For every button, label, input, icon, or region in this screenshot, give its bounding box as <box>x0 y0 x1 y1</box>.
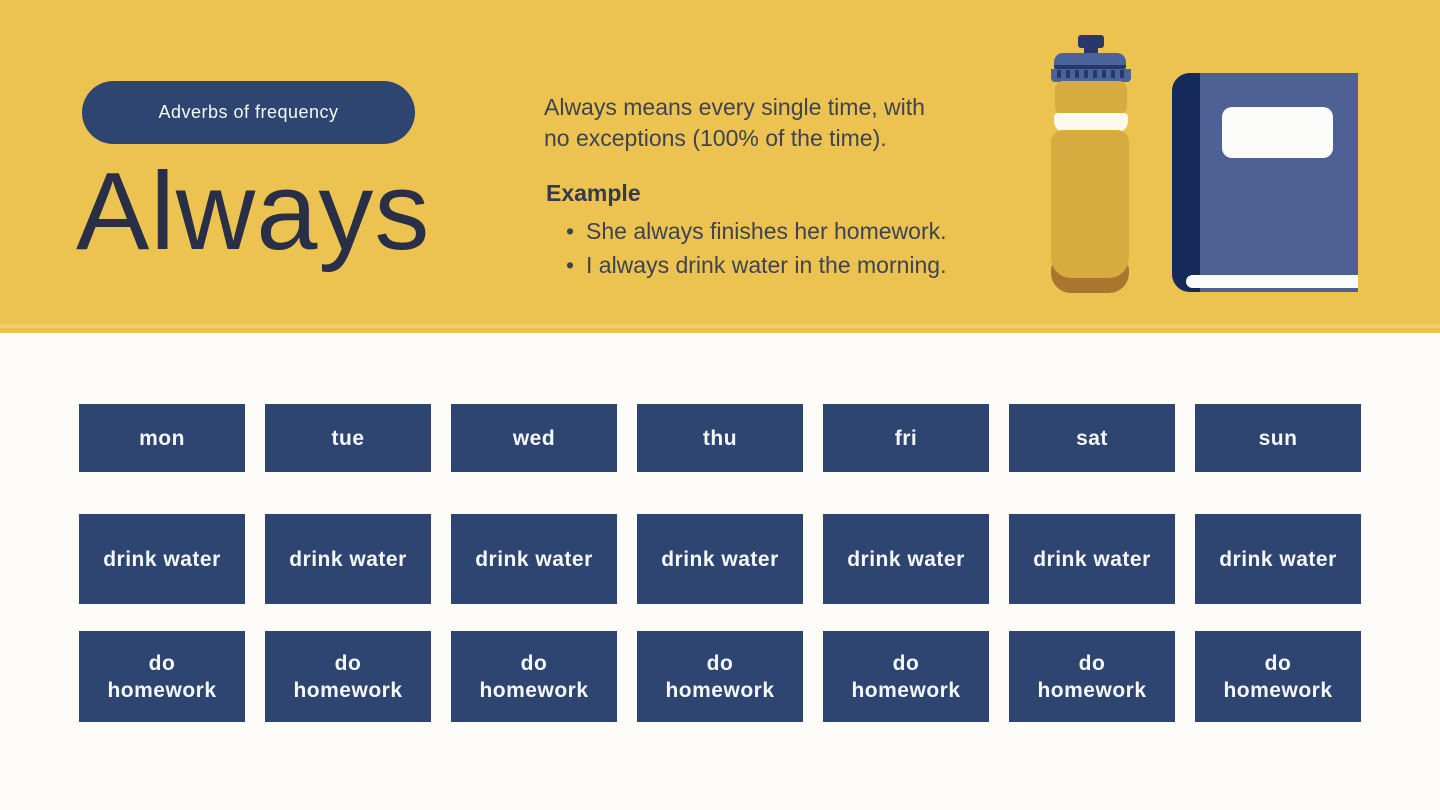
do-homework-row <box>79 631 1361 722</box>
book-icon <box>1172 73 1358 292</box>
book-spine <box>1172 73 1200 292</box>
activity-cell-drink-water: drink water <box>265 514 431 604</box>
activity-cell-drink-water: drink water <box>79 514 245 604</box>
day-cell-thu: thu <box>637 404 803 472</box>
drink-water-row <box>79 514 1361 604</box>
day-cell-wed: wed <box>451 404 617 472</box>
activity-cell-do-homework: do homework <box>1009 631 1175 722</box>
bottle-neck <box>1055 81 1127 115</box>
example-item <box>566 215 947 249</box>
activity-cell-do-homework: do homework <box>1195 631 1361 722</box>
topic-badge-label: Adverbs of frequency <box>158 102 339 122</box>
activity-cell-drink-water: drink water <box>1009 514 1175 604</box>
bottle-body <box>1051 130 1129 278</box>
day-cell-fri: fri <box>823 404 989 472</box>
header-bottom-strip <box>0 324 1440 328</box>
page-title: Always <box>76 150 431 273</box>
bottle-cap-ribs <box>1057 70 1125 78</box>
book-cover-label <box>1222 107 1333 158</box>
activity-cell-do-homework: do homework <box>637 631 803 722</box>
bullet-icon: • <box>566 218 575 244</box>
day-cell-sat: sat <box>1009 404 1175 472</box>
activity-cell-do-homework: do homework <box>265 631 431 722</box>
days-row <box>79 404 1361 472</box>
day-cell-tue: tue <box>265 404 431 472</box>
day-cell-sun: sun <box>1195 404 1361 472</box>
day-cell-mon: mon <box>79 404 245 472</box>
definition-line: Always means every single time, with <box>544 94 925 120</box>
definition-line: no exceptions (100% of the time). <box>544 125 887 151</box>
activity-cell-do-homework: do homework <box>823 631 989 722</box>
bottle-cap-dome <box>1054 53 1126 69</box>
example-heading: Example <box>546 180 641 206</box>
activity-cell-do-homework: do homework <box>79 631 245 722</box>
activity-cell-drink-water: drink water <box>637 514 803 604</box>
activity-cell-drink-water: drink water <box>451 514 617 604</box>
example-text: I always drink water in the morning. <box>586 251 947 278</box>
example-item <box>566 249 947 283</box>
header-band <box>0 0 1440 333</box>
bullet-icon: • <box>566 251 575 278</box>
book-pages-edge <box>1186 275 1358 288</box>
topic-badge <box>82 81 415 144</box>
definition-text <box>544 92 925 154</box>
activity-cell-do-homework: do homework <box>451 631 617 722</box>
activity-cell-drink-water: drink water <box>823 514 989 604</box>
example-text: She always finishes her homework. <box>586 218 947 244</box>
activity-cell-drink-water: drink water <box>1195 514 1361 604</box>
example-list <box>566 215 947 282</box>
